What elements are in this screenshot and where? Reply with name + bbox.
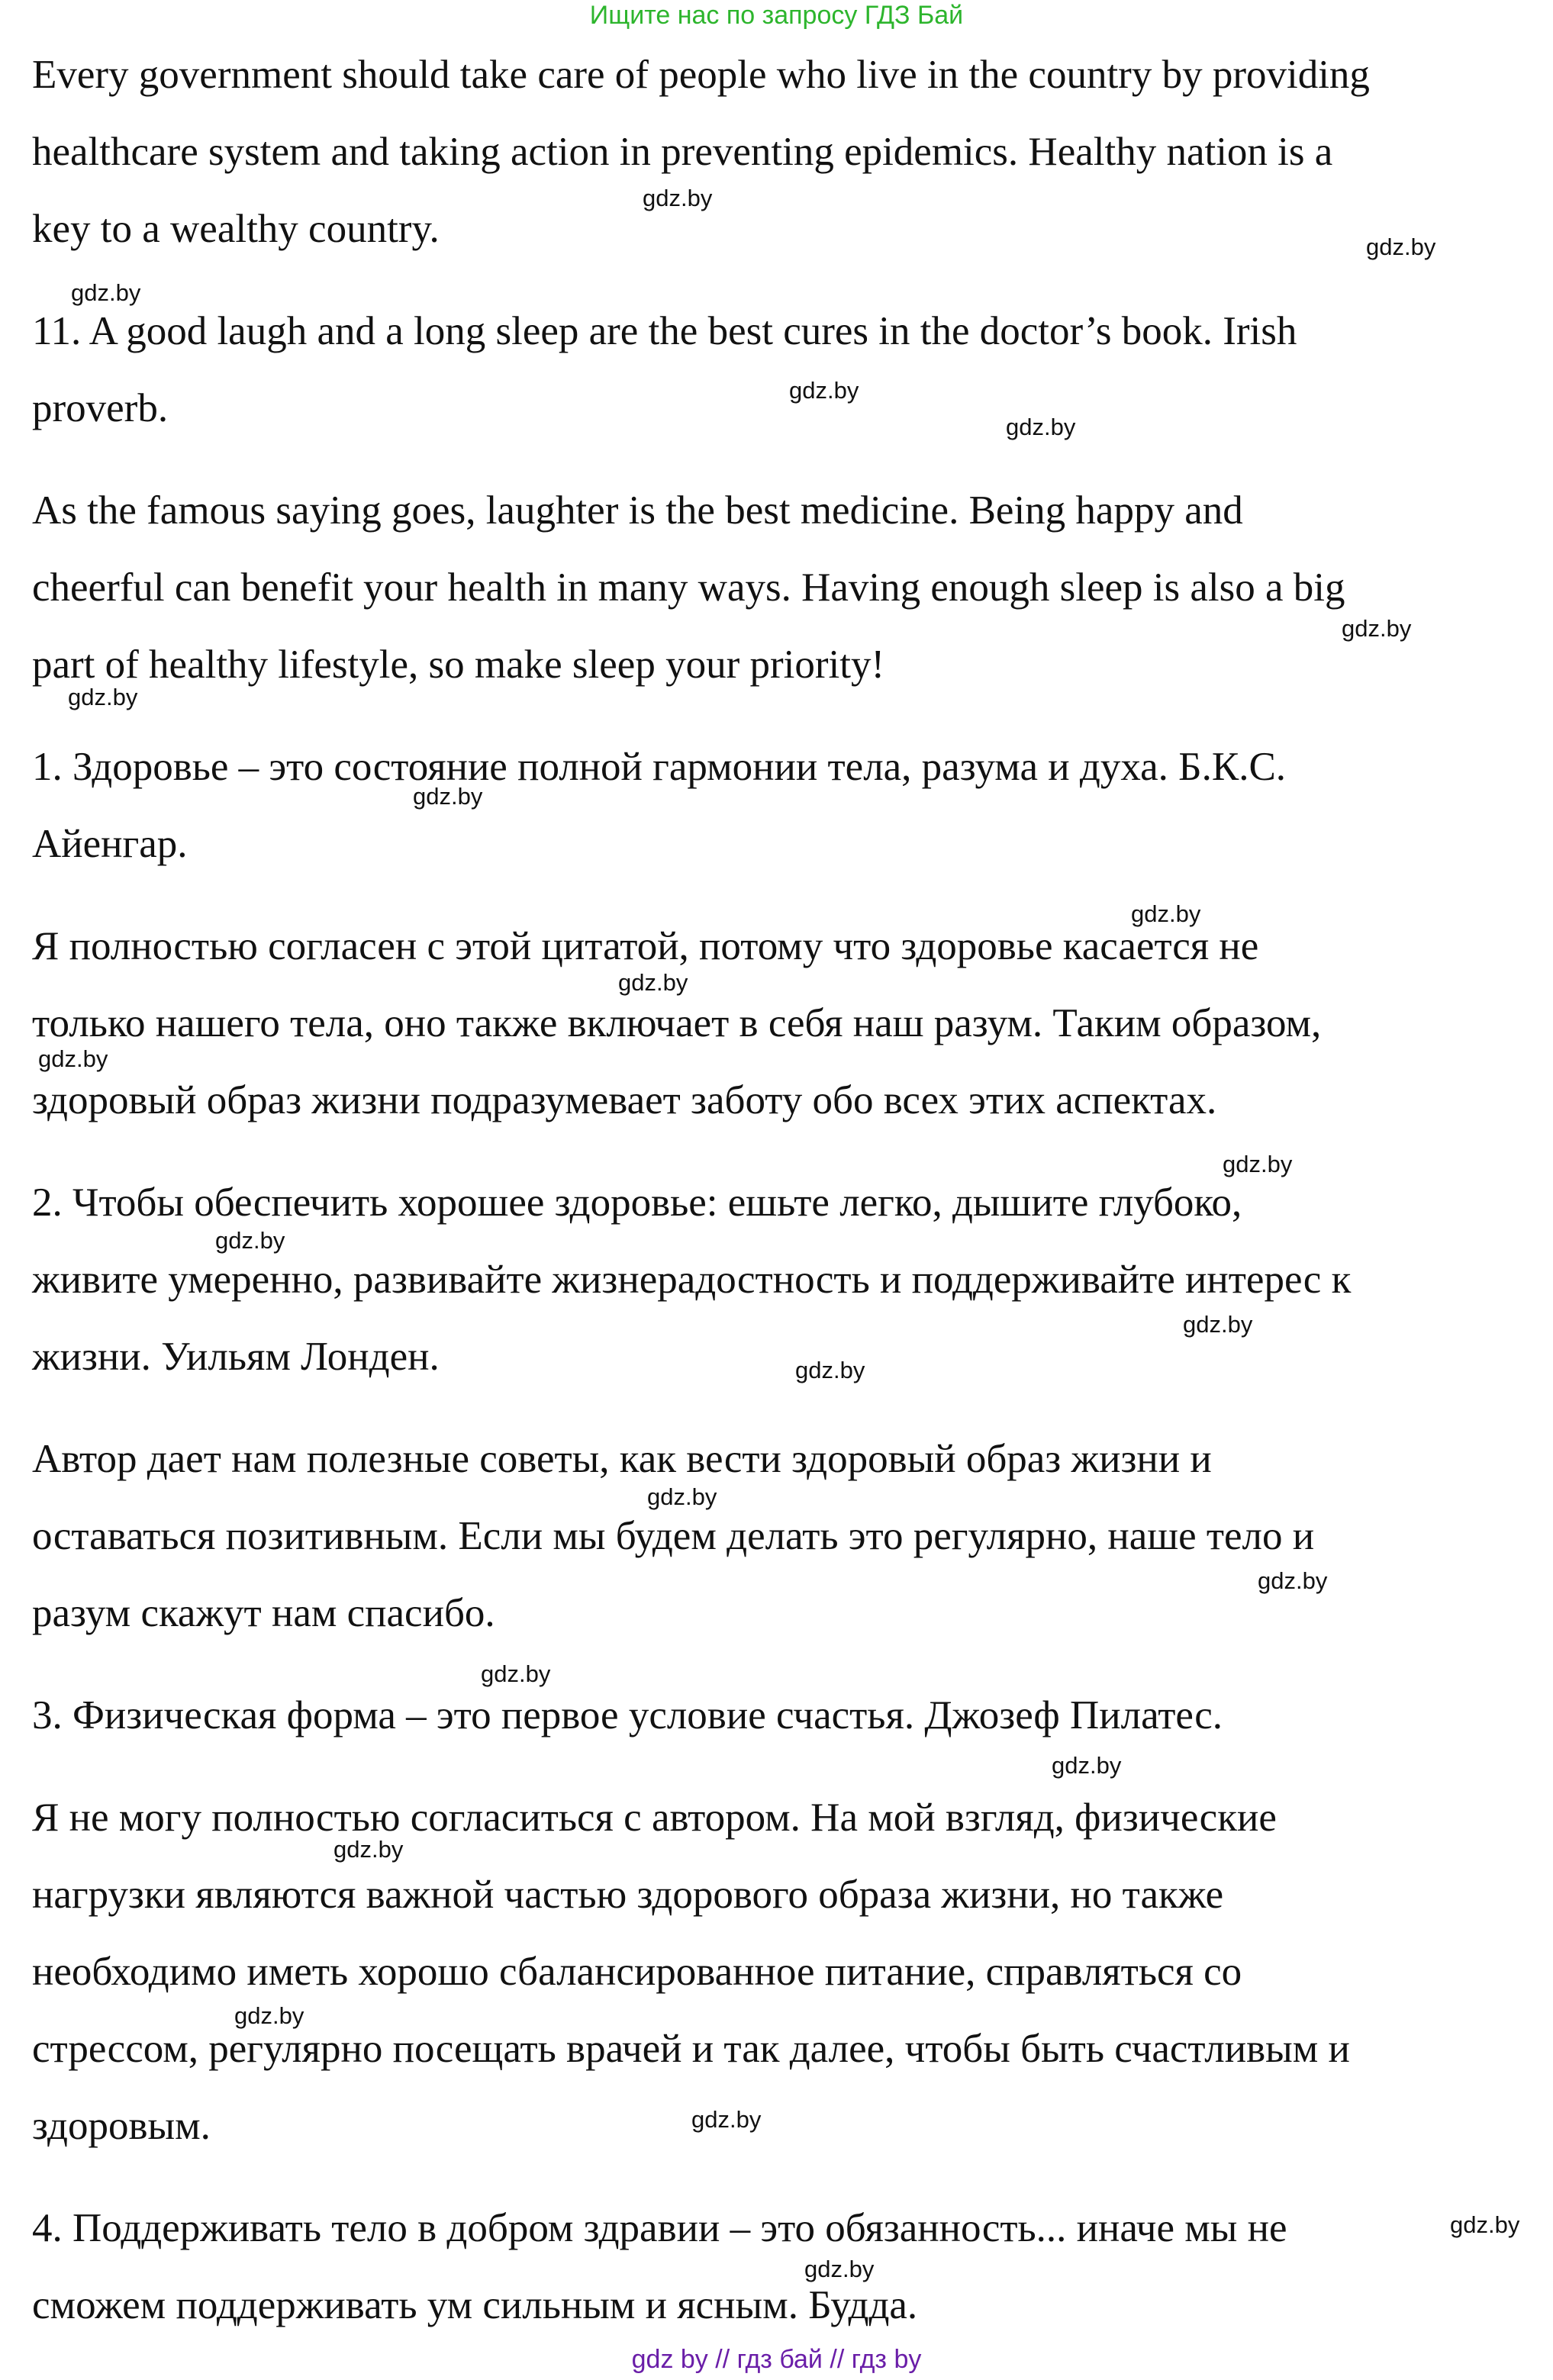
text-line: здоровым. <box>32 2104 211 2148</box>
text-line: здоровый образ жизни подразумевает заботу обо всех этих аспектах. <box>32 1078 1217 1122</box>
text-line: живите умеренно, развивайте жизнерадостность и поддерживайте интерес к <box>32 1258 1352 1302</box>
text-line: Я полностью согласен с этой цитатой, потому что здоровье касается не <box>32 924 1259 968</box>
watermark: gdz.by <box>215 1227 285 1254</box>
text-line: Every government should take care of people who live in the country by providing <box>32 53 1370 97</box>
watermark: gdz.by <box>1342 615 1412 642</box>
text-line: As the famous saying goes, laughter is the best medicine. Being happy and <box>32 488 1243 533</box>
watermark: gdz.by <box>1450 2211 1520 2238</box>
watermark: gdz.by <box>1183 1311 1253 1338</box>
text-line: 4. Поддерживать тело в добром здравии – это обязанность... иначе мы не <box>32 2206 1287 2250</box>
text-line: Я не могу полностью согласиться с автором. На мой взгляд, физические <box>32 1795 1277 1840</box>
watermark: gdz.by <box>795 1357 865 1383</box>
watermark: gdz.by <box>691 2106 762 2133</box>
text-line: 3. Физическая форма – это первое условие счастья. Джозеф Пилатес. <box>32 1693 1223 1737</box>
text-line: оставаться позитивным. Если мы будем делать это регулярно, наше тело и <box>32 1514 1315 1558</box>
text-line: 1. Здоровье – это состояние полной гармонии тела, разума и духа. Б.К.С. <box>32 745 1287 789</box>
watermark: gdz.by <box>1258 1567 1328 1594</box>
watermark: gdz.by <box>618 969 688 996</box>
text-line: cheerful can benefit your health in many ways. Having enough sleep is also a big <box>32 565 1345 610</box>
watermark: gdz.by <box>1052 1752 1122 1779</box>
text-line: 2. Чтобы обеспечить хорошее здоровье: ешьте легко, дышите глубоко, <box>32 1180 1242 1225</box>
watermark: gdz.by <box>789 377 859 404</box>
text-line: proverb. <box>32 386 169 430</box>
text-line: только нашего тела, оно также включает в себя наш разум. Таким образом, <box>32 1001 1322 1045</box>
text-line: healthcare system and taking action in preventing epidemics. Healthy nation is a <box>32 130 1333 174</box>
footer-links: gdz by // гдз бай // гдз by <box>631 2345 922 2374</box>
watermark: gdz.by <box>1006 414 1076 440</box>
text-line: необходимо иметь хорошо сбалансированное питание, справляться со <box>32 1950 1242 1994</box>
text-line: сможем поддерживать ум сильным и ясным. Будда. <box>32 2283 918 2327</box>
text-line: разум скажут нам спасибо. <box>32 1591 495 1635</box>
watermark: gdz.by <box>481 1660 551 1687</box>
text-line: part of healthy lifestyle, so make sleep your priority! <box>32 643 885 687</box>
watermark: gdz.by <box>1366 233 1436 260</box>
text-line: Автор дает нам полезные советы, как вести здоровый образ жизни и <box>32 1437 1212 1481</box>
watermark: gdz.by <box>234 2002 304 2029</box>
text-line: Айенгар. <box>32 822 188 866</box>
watermark: gdz.by <box>804 2256 875 2282</box>
watermark: gdz.by <box>413 783 483 810</box>
watermark: gdz.by <box>647 1483 717 1510</box>
watermark: gdz.by <box>38 1045 108 1072</box>
watermark: gdz.by <box>333 1836 404 1863</box>
watermark: gdz.by <box>1223 1151 1293 1177</box>
text-line: жизни. Уильям Лонден. <box>32 1335 440 1379</box>
text-line: key to a wealthy country. <box>32 207 440 251</box>
text-line: стрессом, регулярно посещать врачей и так далее, чтобы быть счастливым и <box>32 2027 1350 2071</box>
watermark: gdz.by <box>68 684 138 710</box>
watermark: gdz.by <box>71 279 141 306</box>
watermark: gdz.by <box>1131 900 1201 927</box>
text-line: 11. A good laugh and a long sleep are the best cures in the doctor’s book. Irish <box>32 309 1297 353</box>
header-search-link[interactable]: Ищите нас по запросу ГДЗ Бай <box>589 1 964 30</box>
text-line: нагрузки являются важной частью здорового образа жизни, но также <box>32 1873 1224 1917</box>
watermark: gdz.by <box>643 185 713 211</box>
